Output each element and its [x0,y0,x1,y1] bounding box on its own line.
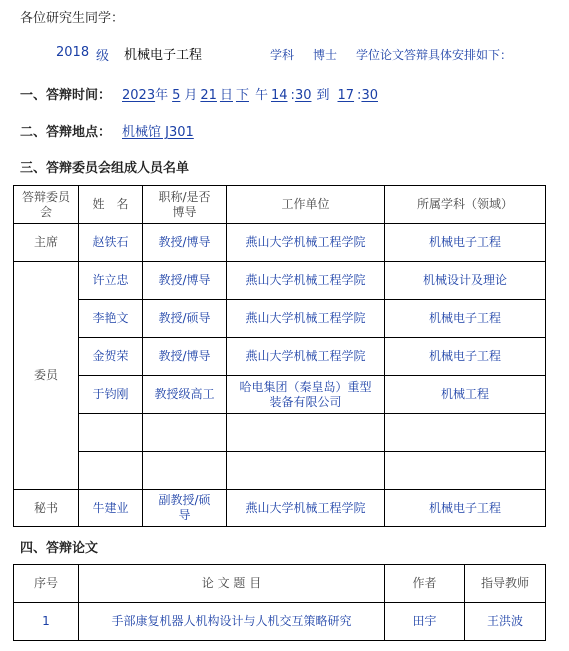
chair-field: 机械电子工程 [385,224,546,262]
member-name: 许立忠 [79,262,143,300]
time-end-hour: 17 [337,88,355,103]
committee-row-member [14,376,546,414]
header-unit: 工作单位 [227,186,385,224]
member-field: 机械设计及理论 [385,262,546,300]
thesis-author: 田宇 [385,603,465,641]
time-day-unit: 日 [219,88,233,103]
header-author: 作者 [385,565,465,603]
empty-cell [227,414,385,452]
header-field: 所属学科（领域） [385,186,546,224]
secretary-unit: 燕山大学机械工程学院 [227,490,385,527]
time-end-min: 30 [361,88,378,103]
member-title: 教授级高工 [143,376,227,414]
chair-title: 教授/博导 [143,224,227,262]
secretary-title: 副教授/硕导 [143,490,227,527]
committee-header-row [14,186,546,224]
thesis-no: 1 [14,603,79,641]
header-name: 姓 名 [79,186,143,224]
empty-cell [143,452,227,490]
defense-location: 机械馆 J301 [122,125,194,140]
time-year-unit: 年 [155,88,169,103]
chair-name: 赵铁石 [79,224,143,262]
member-unit: 燕山大学机械工程学院 [227,262,385,300]
committee-row-empty [14,414,546,452]
committee-row-secretary [14,490,546,527]
header-advisor: 指导教师 [465,565,546,603]
section3-title: 三、答辩委员会组成人员名单 [20,161,190,176]
chair-unit: 燕山大学机械工程学院 [227,224,385,262]
member-name: 金贺荣 [79,338,143,376]
time-start-hour: 14 [271,88,288,103]
committee-row-empty [14,452,546,490]
defense-time: 2023年 5 月 21 日 下 午 14 :30 到 17 :30 [122,88,378,103]
time-day: 21 [200,88,217,103]
time-start-min: 30 [294,88,312,103]
committee-row-member [14,262,546,300]
member-title: 教授/硕导 [143,300,227,338]
member-field: 机械电子工程 [385,300,546,338]
greeting: 各位研究生同学： [20,11,125,26]
section1-label: 一、答辩时间： [20,88,112,103]
committee-row-member [14,300,546,338]
empty-cell [385,452,546,490]
member-unit: 哈电集团（秦皇岛）重型装备有限公司 [227,376,385,414]
header-topic: 论 文 题 目 [79,565,385,603]
header-no: 序号 [14,565,79,603]
intro-text-after: 学位论文答辩具体安排如下： [356,48,513,62]
role-chair: 主席 [14,224,79,262]
secretary-name: 牛建业 [79,490,143,527]
intro-major: 机械电子工程 [124,48,203,63]
intro-degree: 博士 [313,48,338,62]
thesis-advisor: 王洪波 [465,603,546,641]
member-name: 李艳文 [79,300,143,338]
committee-table [13,185,546,527]
secretary-field: 机械电子工程 [385,490,546,527]
time-to: 到 [316,88,330,103]
intro-grade-suffix: 级 [96,49,110,64]
member-unit: 燕山大学机械工程学院 [227,300,385,338]
committee-row-chair [14,224,546,262]
thesis-topic: 手部康复机器人机构设计与人机交互策略研究 [79,603,385,641]
empty-cell [385,414,546,452]
empty-cell [79,452,143,490]
intro-discipline-label: 学科 [270,48,295,62]
intro-year: 2018 [56,45,90,60]
member-field: 机械电子工程 [385,338,546,376]
thesis-row [14,603,546,641]
role-member: 委员 [14,262,79,490]
member-title: 教授/博导 [143,262,227,300]
time-half-unit: 午 [254,88,268,103]
thesis-header-row [14,565,546,603]
empty-cell [79,414,143,452]
member-unit: 燕山大学机械工程学院 [227,338,385,376]
section4-title: 四、答辩论文 [20,541,99,556]
committee-row-member [14,338,546,376]
role-secretary: 秘书 [14,490,79,527]
empty-cell [143,414,227,452]
member-field: 机械工程 [385,376,546,414]
member-title: 教授/博导 [143,338,227,376]
time-half: 下 [235,88,249,103]
time-year: 2023 [122,88,156,103]
section2-label: 二、答辩地点： [20,125,112,140]
thesis-table [13,564,546,641]
empty-cell [227,452,385,490]
member-name: 于钧刚 [79,376,143,414]
time-month-unit: 月 [184,88,198,103]
header-title: 职称/是否博导 [143,186,227,224]
time-month: 5 [172,88,181,103]
header-committee: 答辩委员会 [14,186,79,224]
